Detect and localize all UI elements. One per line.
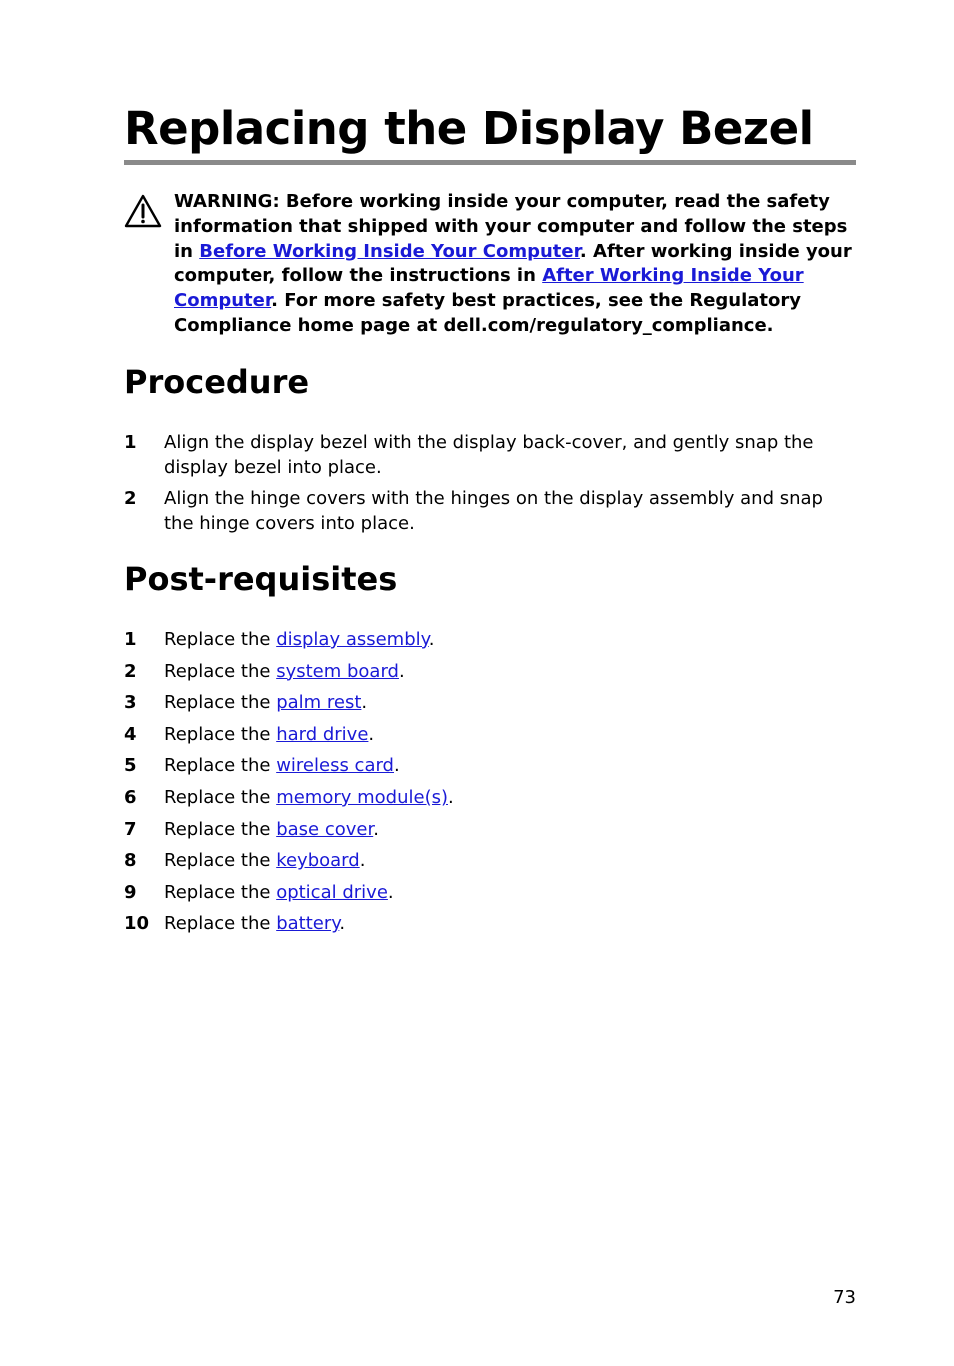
step-number: 2 (124, 488, 137, 509)
step-text: Align the hinge covers with the hinges on the display assembly and snap the hinge covers into place. (164, 488, 823, 534)
step-number: 1 (124, 432, 137, 453)
battery-link[interactable]: battery (276, 913, 340, 935)
wireless-card-link[interactable]: wireless card (276, 755, 394, 777)
before-working-link[interactable]: Before Working Inside Your Computer (199, 240, 580, 262)
step-suffix: . (387, 881, 394, 903)
post-requisite-step (124, 659, 856, 691)
step-prefix: Replace the (164, 850, 277, 872)
warning-triangle-icon (124, 194, 162, 228)
step-prefix: Replace the (164, 913, 277, 935)
post-requisite-step (124, 690, 856, 722)
post-requisite-step (124, 880, 856, 912)
memory-modules-link[interactable]: memory module(s) (276, 786, 448, 808)
display-assembly-link[interactable]: display assembly (276, 629, 429, 650)
step-number: 10 (124, 913, 150, 935)
procedure-heading: Procedure (124, 363, 310, 401)
step-prefix: Replace the (164, 881, 277, 903)
post-requisite-step (124, 817, 856, 849)
warning-text-part: . After working inside your computer, follow the instructions in (174, 240, 852, 287)
step-number: 8 (124, 850, 137, 872)
procedure-step (124, 486, 856, 536)
warning-text-part: . For more safety best practices, see the Regulatory Compliance home page at dell.com/regulatory_compliance. (174, 290, 801, 336)
step-number: 7 (124, 818, 137, 840)
page-title: Replacing the Display Bezel (124, 100, 856, 165)
step-suffix: . (393, 755, 400, 777)
step-number: 6 (124, 786, 137, 808)
post-requisite-step (124, 753, 856, 785)
post-requisites-list (124, 627, 856, 943)
step-prefix: Replace the (164, 755, 277, 777)
post-requisite-step (124, 785, 856, 817)
page-number: 73 (833, 1287, 856, 1308)
post-requisite-step (124, 911, 856, 943)
warning-text (174, 190, 856, 339)
step-suffix: . (398, 660, 405, 682)
step-suffix: . (361, 692, 368, 714)
step-number: 2 (124, 660, 137, 682)
step-prefix: Replace the (164, 629, 277, 650)
warning-text-part: WARNING: Before working inside your computer, read the safety information that shipped with your computer and follow the steps in (174, 191, 848, 262)
step-suffix: . (373, 818, 379, 840)
post-requisite-step (124, 848, 856, 880)
step-suffix: . (339, 913, 346, 935)
step-prefix: Replace the (164, 723, 277, 745)
step-suffix: . (428, 629, 435, 650)
hard-drive-link[interactable]: hard drive (276, 723, 369, 745)
step-number: 4 (124, 723, 137, 745)
step-prefix: Replace the (164, 692, 277, 714)
palm-rest-link[interactable]: palm rest (276, 692, 362, 714)
step-prefix: Replace the (164, 786, 277, 808)
base-cover-link[interactable]: base cover (276, 818, 374, 840)
step-suffix: . (359, 850, 366, 872)
step-number: 1 (124, 629, 137, 650)
keyboard-link[interactable]: keyboard (276, 850, 360, 872)
after-working-link[interactable]: After Working Inside Your Computer (174, 265, 804, 312)
procedure-list (124, 430, 856, 542)
step-prefix: Replace the (164, 660, 277, 682)
optical-drive-link[interactable]: optical drive (276, 881, 388, 903)
post-requisite-step (124, 722, 856, 754)
step-text: Align the display bezel with the display back-cover, and gently snap the display bezel into place. (164, 432, 814, 478)
system-board-link[interactable]: system board (276, 660, 399, 682)
procedure-step (124, 430, 856, 480)
step-suffix: . (368, 723, 375, 745)
post-requisites-heading: Post-requisites (124, 560, 398, 598)
step-prefix: Replace the (164, 818, 277, 840)
post-requisite-step (124, 627, 856, 659)
step-suffix: . (448, 786, 454, 808)
step-number: 9 (124, 881, 137, 903)
step-number: 3 (124, 692, 137, 714)
step-number: 5 (124, 755, 137, 777)
